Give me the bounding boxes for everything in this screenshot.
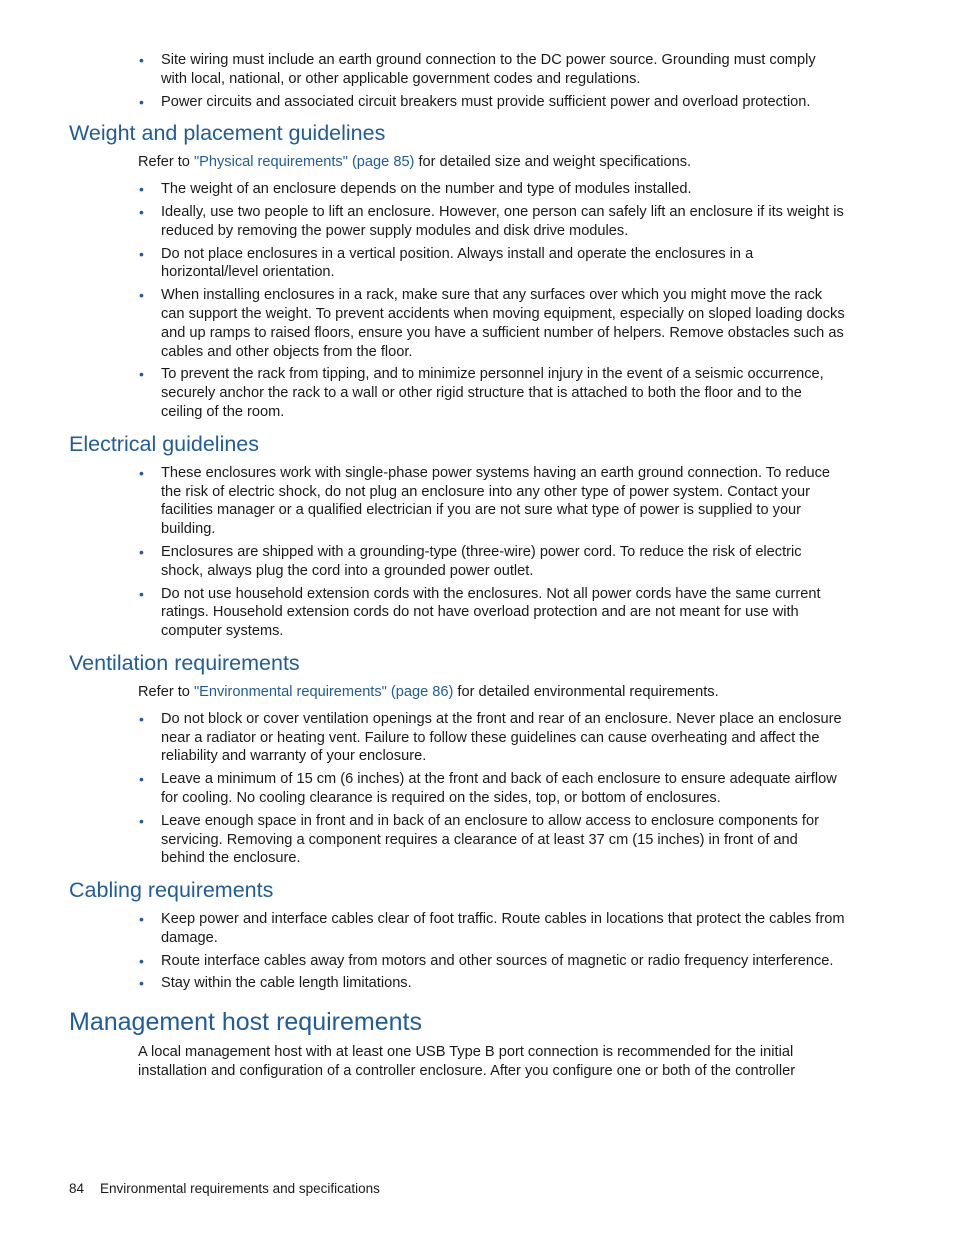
weight-heading: Weight and placement guidelines — [69, 121, 386, 146]
cabling-bullet-list — [69, 910, 845, 993]
electrical-heading: Electrical guidelines — [69, 431, 260, 456]
cabling-heading: Cabling requirements — [69, 878, 274, 903]
footer-section-title: Environmental requirements and specifications — [100, 1181, 380, 1196]
physical-requirements-link[interactable]: "Physical requirements" (page 85) — [193, 154, 415, 171]
list-item: • When installing enclosures in a rack, make sure that any surfaces over which you might move the rack can support the weight. To prevent accidents when moving equipment, especially on sloped loading docks and up ramps to raised floors, ensure you have a sufficient number of helpers. Remove obstacles such as cables and other objects from the floor. — [161, 286, 845, 361]
weight-refer-paragraph — [138, 153, 845, 172]
refer-suffix: for detailed environmental requirements. — [453, 683, 719, 700]
list-item: • Leave enough space in front and in back of an enclosure to allow access to enclosure components for servicing. Removing a component requires a clearance of at least 37 cm (15 inches) in front of and behind the enclosure. — [161, 812, 845, 868]
page-number: 84 — [69, 1181, 85, 1196]
list-item: • Site wiring must include an earth ground connection to the DC power source. Grounding must comply with local, national, or other applicable government codes and regulations. — [161, 51, 845, 89]
list-item: • Stay within the cable length limitations. — [161, 974, 845, 993]
page-content — [69, 51, 845, 1081]
ventilation-bullet-list — [69, 710, 845, 868]
refer-prefix: Refer to — [138, 683, 194, 700]
list-item: • Leave a minimum of 15 cm (6 inches) at the front and back of each enclosure to ensure adequate airflow for cooling. No cooling clearance is required on the sides, top, or bottom of enclosures. — [161, 770, 845, 808]
refer-prefix: Refer to — [138, 154, 194, 171]
list-item: • Power circuits and associated circuit breakers must provide sufficient power and overload protection. — [161, 93, 845, 112]
ventilation-heading: Ventilation requirements — [69, 650, 300, 675]
list-item: • Route interface cables away from motors and other sources of magnetic or radio frequency interference. — [161, 952, 845, 971]
management-body: A local management host with at least one USB Type B port connection is recommended for the initial installation and configuration of a controller enclosure. After you configure one or both of the controller — [138, 1044, 796, 1080]
page-footer — [69, 1180, 380, 1198]
electrical-bullet-list — [69, 464, 845, 641]
list-item: • To prevent the rack from tipping, and to minimize personnel injury in the event of a seismic occurrence, securely anchor the rack to a wall or other rigid structure that is attached to both the floor and to the ceiling of the room. — [161, 365, 845, 421]
list-item: • Ideally, use two people to lift an enclosure. However, one person can safely lift an enclosure if its weight is reduced by removing the power supply modules and disk drive modules. — [161, 203, 845, 241]
list-item: • Enclosures are shipped with a grounding-type (three-wire) power cord. To reduce the risk of electric shock, always plug the cord into a grounded power outlet. — [161, 543, 845, 581]
environmental-requirements-link[interactable]: "Environmental requirements" (page 86) — [193, 683, 454, 700]
refer-suffix: for detailed size and weight specifications. — [414, 154, 692, 171]
list-item: • The weight of an enclosure depends on the number and type of modules installed. — [161, 180, 845, 199]
list-item: • Keep power and interface cables clear of foot traffic. Route cables in locations that protect the cables from damage. — [161, 910, 845, 948]
list-item: • These enclosures work with single-phase power systems having an earth ground connection. To reduce the risk of electric shock, do not plug an enclosure into any other type of power system. Contact your facilities manager or a qualified electrician if you are not sure what type of power is supplied to your building. — [161, 464, 845, 539]
ventilation-refer-paragraph — [138, 683, 845, 702]
list-item: • Do not place enclosures in a vertical position. Always install and operate the enclosures in a horizontal/level orientation. — [161, 245, 845, 283]
list-item: • Do not use household extension cords with the enclosures. Not all power cords have the same current ratings. Household extension cords do not have overload protection and are not meant for use with computer systems. — [161, 585, 845, 641]
management-heading: Management host requirements — [69, 1008, 422, 1037]
list-item: • Do not block or cover ventilation openings at the front and rear of an enclosure. Never place an enclosure near a radiator or heating vent. Failure to follow these guidelines can cause overheating and affect the reliability and warranty of your enclosure. — [161, 710, 845, 766]
weight-bullet-list — [69, 180, 845, 422]
intro-bullet-list — [69, 51, 845, 111]
